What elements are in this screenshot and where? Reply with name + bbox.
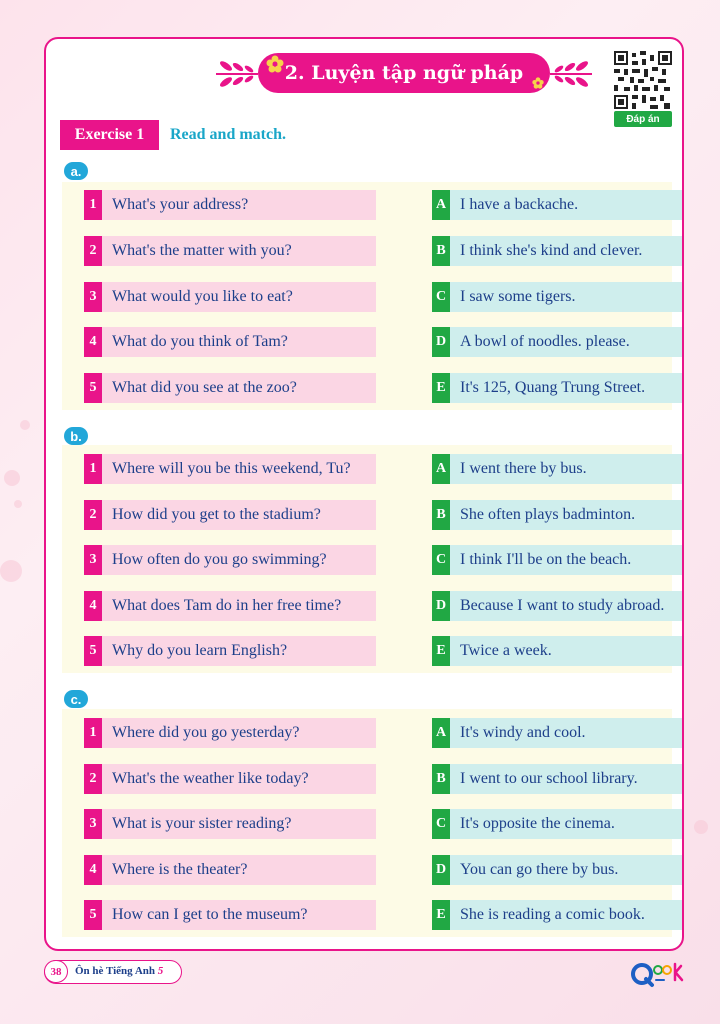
question-number: 4 bbox=[84, 327, 102, 357]
question-item bbox=[84, 500, 376, 530]
question-number: 4 bbox=[84, 591, 102, 621]
answer-item bbox=[432, 545, 682, 575]
question-text: Why do you learn English? bbox=[112, 642, 288, 659]
answer-text: I saw some tigers. bbox=[460, 288, 576, 305]
question-text: What's your address? bbox=[112, 196, 249, 213]
answer-text: I think she's kind and clever. bbox=[460, 242, 643, 259]
answer-item bbox=[432, 855, 682, 885]
question-item bbox=[84, 809, 376, 839]
answer-letter: C bbox=[432, 545, 450, 575]
section-tag-a: a. bbox=[64, 162, 88, 180]
question-number: 4 bbox=[84, 855, 102, 885]
question-text: Where will you be this weekend, Tu? bbox=[112, 460, 351, 477]
answer-text: She often plays badminton. bbox=[460, 506, 636, 523]
answer-text: A bowl of noodles. please. bbox=[460, 333, 630, 350]
question-number: 5 bbox=[84, 900, 102, 930]
answer-item bbox=[432, 236, 682, 266]
question-item bbox=[84, 855, 376, 885]
answer-text: I have a backache. bbox=[460, 196, 579, 213]
answer-text: I went to our school library. bbox=[460, 770, 638, 787]
section-b-box bbox=[62, 445, 672, 673]
question-number: 3 bbox=[84, 545, 102, 575]
answer-text: It's windy and cool. bbox=[460, 724, 586, 741]
answer-text: She is reading a comic book. bbox=[460, 906, 645, 923]
answer-letter: B bbox=[432, 764, 450, 794]
answer-letter: D bbox=[432, 591, 450, 621]
decor-bubble bbox=[4, 470, 20, 486]
section-tag-b: b. bbox=[64, 427, 88, 445]
answer-text: Because I want to study abroad. bbox=[460, 597, 665, 614]
answer-text: It's opposite the cinema. bbox=[460, 815, 615, 832]
decor-bubble bbox=[14, 500, 22, 508]
footer-book-label bbox=[44, 960, 182, 984]
question-item bbox=[84, 591, 376, 621]
qr-code-icon[interactable] bbox=[614, 51, 672, 109]
page-number: 38 bbox=[44, 960, 68, 983]
question-item bbox=[84, 454, 376, 484]
qbook-logo-icon bbox=[630, 958, 686, 990]
question-number: 2 bbox=[84, 236, 102, 266]
exercise-instruction: Read and match. bbox=[170, 126, 287, 143]
book-title-text: Ôn hè Tiếng Anh bbox=[75, 965, 155, 977]
decor-bubble bbox=[0, 560, 22, 582]
question-text: Where is the theater? bbox=[112, 861, 248, 878]
answer-text: I think I'll be on the beach. bbox=[460, 551, 632, 568]
question-number: 2 bbox=[84, 500, 102, 530]
answer-item bbox=[432, 764, 682, 794]
answer-item bbox=[432, 373, 682, 403]
answer-item bbox=[432, 900, 682, 930]
answer-item bbox=[432, 718, 682, 748]
question-text: How did you get to the stadium? bbox=[112, 506, 321, 523]
answer-letter: C bbox=[432, 809, 450, 839]
question-number: 5 bbox=[84, 636, 102, 666]
question-text: What would you like to eat? bbox=[112, 288, 293, 305]
section-a-box bbox=[62, 182, 672, 410]
answer-letter: E bbox=[432, 900, 450, 930]
question-text: Where did you go yesterday? bbox=[112, 724, 300, 741]
question-item bbox=[84, 282, 376, 312]
answer-letter: A bbox=[432, 454, 450, 484]
question-text: How often do you go swimming? bbox=[112, 551, 327, 568]
question-item bbox=[84, 327, 376, 357]
question-text: What does Tam do in her free time? bbox=[112, 597, 342, 614]
question-item bbox=[84, 545, 376, 575]
question-item bbox=[84, 764, 376, 794]
section-tag-c: c. bbox=[64, 690, 88, 708]
question-number: 3 bbox=[84, 282, 102, 312]
question-item bbox=[84, 636, 376, 666]
worksheet-card bbox=[44, 37, 684, 951]
question-number: 5 bbox=[84, 373, 102, 403]
answer-item bbox=[432, 190, 682, 220]
decor-bubble bbox=[694, 820, 708, 834]
question-item bbox=[84, 190, 376, 220]
leaf-branch-icon bbox=[548, 57, 594, 91]
answer-text: You can go there by bus. bbox=[460, 861, 619, 878]
question-item bbox=[84, 718, 376, 748]
question-text: How can I get to the museum? bbox=[112, 906, 308, 923]
question-number: 3 bbox=[84, 809, 102, 839]
answer-letter: A bbox=[432, 190, 450, 220]
question-item bbox=[84, 900, 376, 930]
answer-item bbox=[432, 636, 682, 666]
answer-item bbox=[432, 809, 682, 839]
qr-answer-label: Đáp án bbox=[614, 111, 672, 127]
decor-bubble bbox=[20, 420, 30, 430]
answer-item bbox=[432, 591, 682, 621]
answer-letter: C bbox=[432, 282, 450, 312]
answer-letter: B bbox=[432, 500, 450, 530]
answer-letter: A bbox=[432, 718, 450, 748]
question-item bbox=[84, 373, 376, 403]
answer-letter: D bbox=[432, 327, 450, 357]
answer-letter: D bbox=[432, 855, 450, 885]
question-number: 2 bbox=[84, 764, 102, 794]
question-text: What's the matter with you? bbox=[112, 242, 292, 259]
question-text: What do you think of Tam? bbox=[112, 333, 288, 350]
book-title bbox=[75, 961, 163, 982]
question-number: 1 bbox=[84, 190, 102, 220]
section-c-box bbox=[62, 709, 672, 937]
question-number: 1 bbox=[84, 454, 102, 484]
answer-letter: E bbox=[432, 636, 450, 666]
question-text: What's the weather like today? bbox=[112, 770, 309, 787]
answer-item bbox=[432, 327, 682, 357]
leaf-branch-icon bbox=[214, 57, 260, 91]
flower-icon bbox=[532, 77, 544, 89]
answer-text: Twice a week. bbox=[460, 642, 552, 659]
answer-letter: E bbox=[432, 373, 450, 403]
answer-text: I went there by bus. bbox=[460, 460, 587, 477]
flower-icon bbox=[266, 55, 284, 73]
answer-item bbox=[432, 282, 682, 312]
book-grade: 5 bbox=[157, 965, 164, 977]
answer-text: It's 125, Quang Trung Street. bbox=[460, 379, 646, 396]
question-item bbox=[84, 236, 376, 266]
section-title: 2. Luyện tập ngữ pháp bbox=[258, 53, 550, 93]
question-number: 1 bbox=[84, 718, 102, 748]
answer-item bbox=[432, 500, 682, 530]
question-text: What is your sister reading? bbox=[112, 815, 292, 832]
answer-letter: B bbox=[432, 236, 450, 266]
answer-item bbox=[432, 454, 682, 484]
exercise-badge: Exercise 1 bbox=[60, 120, 159, 150]
question-text: What did you see at the zoo? bbox=[112, 379, 297, 396]
section-title-banner bbox=[214, 49, 594, 99]
